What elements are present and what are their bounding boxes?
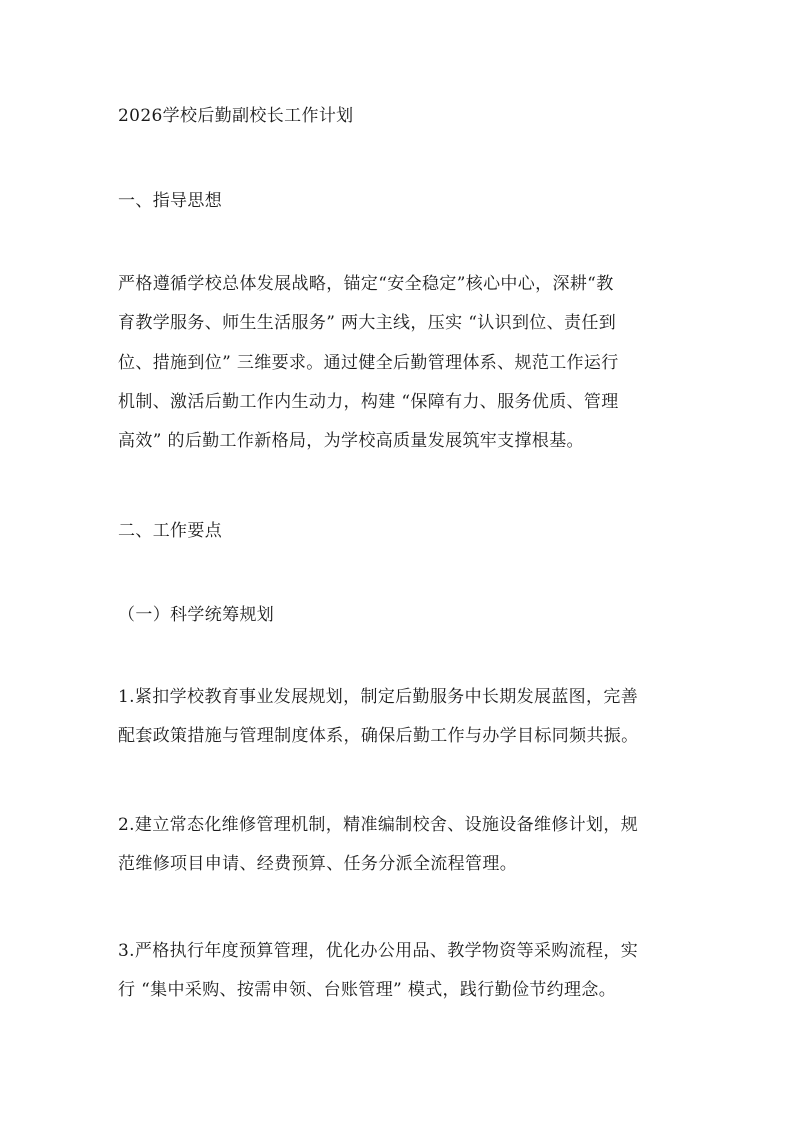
list-item-line: 配套政策措施与管理制度体系，确保后勤工作与办学目标同频共振。	[118, 726, 639, 746]
list-item-line: 行 “集中采购、按需申领、台账管理” 模式，践行勤俭节约理念。	[118, 980, 617, 1000]
list-item-line: 3.严格执行年度预算管理，优化办公用品、教学物资等采购流程，实	[118, 941, 639, 961]
paragraph-line: 育教学服务、师生生活服务” 两大主线，压实 “认识到位、责任到	[118, 313, 617, 333]
list-item-line: 2.建立常态化维修管理机制，精准编制校舍、设施设备维修计划，规	[118, 815, 639, 835]
list-item-line: 范维修项目申请、经费预算、任务分派全流程管理。	[118, 854, 518, 874]
document-title: 2026学校后勤副校长工作计划	[118, 106, 354, 126]
paragraph-line: 机制、激活后勤工作内生动力，构建 “保障有力、服务优质、管理	[118, 392, 619, 412]
subsection-heading-planning: （一）科学统筹规划	[118, 605, 275, 625]
section-heading-guiding-ideology: 一、指导思想	[118, 191, 223, 211]
paragraph-line: 严格遵循学校总体发展战略，锚定“安全稳定”核心中心，深耕“教	[118, 274, 614, 294]
paragraph-line: 位、措施到位” 三维要求。通过健全后勤管理体系、规范工作运行	[118, 353, 619, 373]
section-heading-work-points: 二、工作要点	[118, 521, 223, 541]
list-item-line: 1.紧扣学校教育事业发展规划，制定后勤服务中长期发展蓝图，完善	[118, 687, 639, 707]
paragraph-line: 高效” 的后勤工作新格局，为学校高质量发展筑牢支撑根基。	[118, 431, 584, 451]
